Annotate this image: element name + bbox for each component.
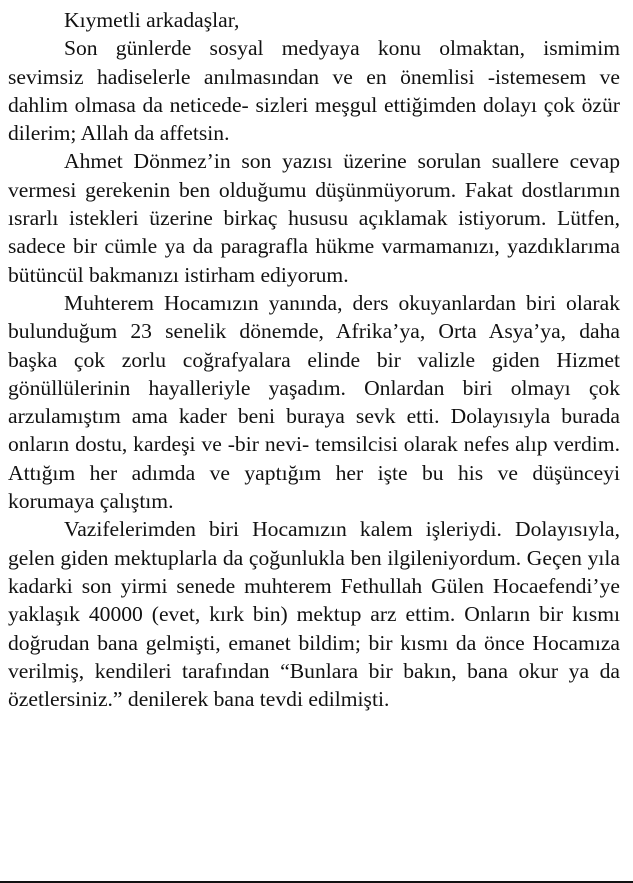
salutation-paragraph: Kıymetli arkadaşlar, — [64, 8, 240, 32]
letters-paragraph: Vazifelerimden biri Hocamızın kalem işleriydi. Dolayısıyla, gelen giden mektuplarla da çoğunlukla ben ilgileniyordum. Geçen yıla kadarki son yirmi senede muhterem Fethullah Gülen Hocaefendi’ye yaklaşık 40000 (evet, kırk bin) mektup arz ettim. Onların bir kısmı doğrudan bana gelmişti, emanet bildim; bir kısmı da önce Hocamıza verilmiş, kendileri tarafından “Bunlara bir bakın, bana okur ya da özetlersiniz.” denilerek bana tevdi edilmişti. — [8, 517, 620, 712]
apology-paragraph: Son günlerde sosyal medyaya konu olmaktan, ismimim sevimsiz hadiselerle anılmasından ve en önemlisi -istemesem ve dahlim olmasa da neticede- sizleri meşgul ettiğimden dolayı çok özür dilerim; Allah da affetsin. — [8, 36, 620, 146]
service-paragraph: Muhterem Hocamızın yanında, ders okuyanlardan biri olarak bulunduğum 23 senelik dönemde, Afrika’ya, Orta Asya’ya, daha başka çok zorlu coğrafyalara elinde bir valizle giden Hizmet gönüllülerinin hayalleriyle yaşadım. Onlardan biri olmayı çok arzulamıştım ama kader beni buraya sevk etti. Dolayısıyla burada onların dostu, kardeşi ve -bir nevi- temsilcisi olarak nefes alıp verdim. Attığım her adımda ve yaptığım her işte bu his ve düşünceyi korumaya çalıştım. — [8, 290, 620, 514]
response-paragraph: Ahmet Dönmez’in son yazısı üzerine sorulan suallere cevap vermesi gerekenin ben olduğumu düşünmüyorum. Fakat dostlarımın ısrarlı istekleri üzerine birkaç hususu açıklamak istiyorum. Lütfen, sadece bir cümle ya da paragrafla hükme varmamanızı, yazdıklarıma bütüncül bakmanızı istirham ediyorum. — [8, 149, 620, 287]
letter-body — [8, 6, 620, 713]
